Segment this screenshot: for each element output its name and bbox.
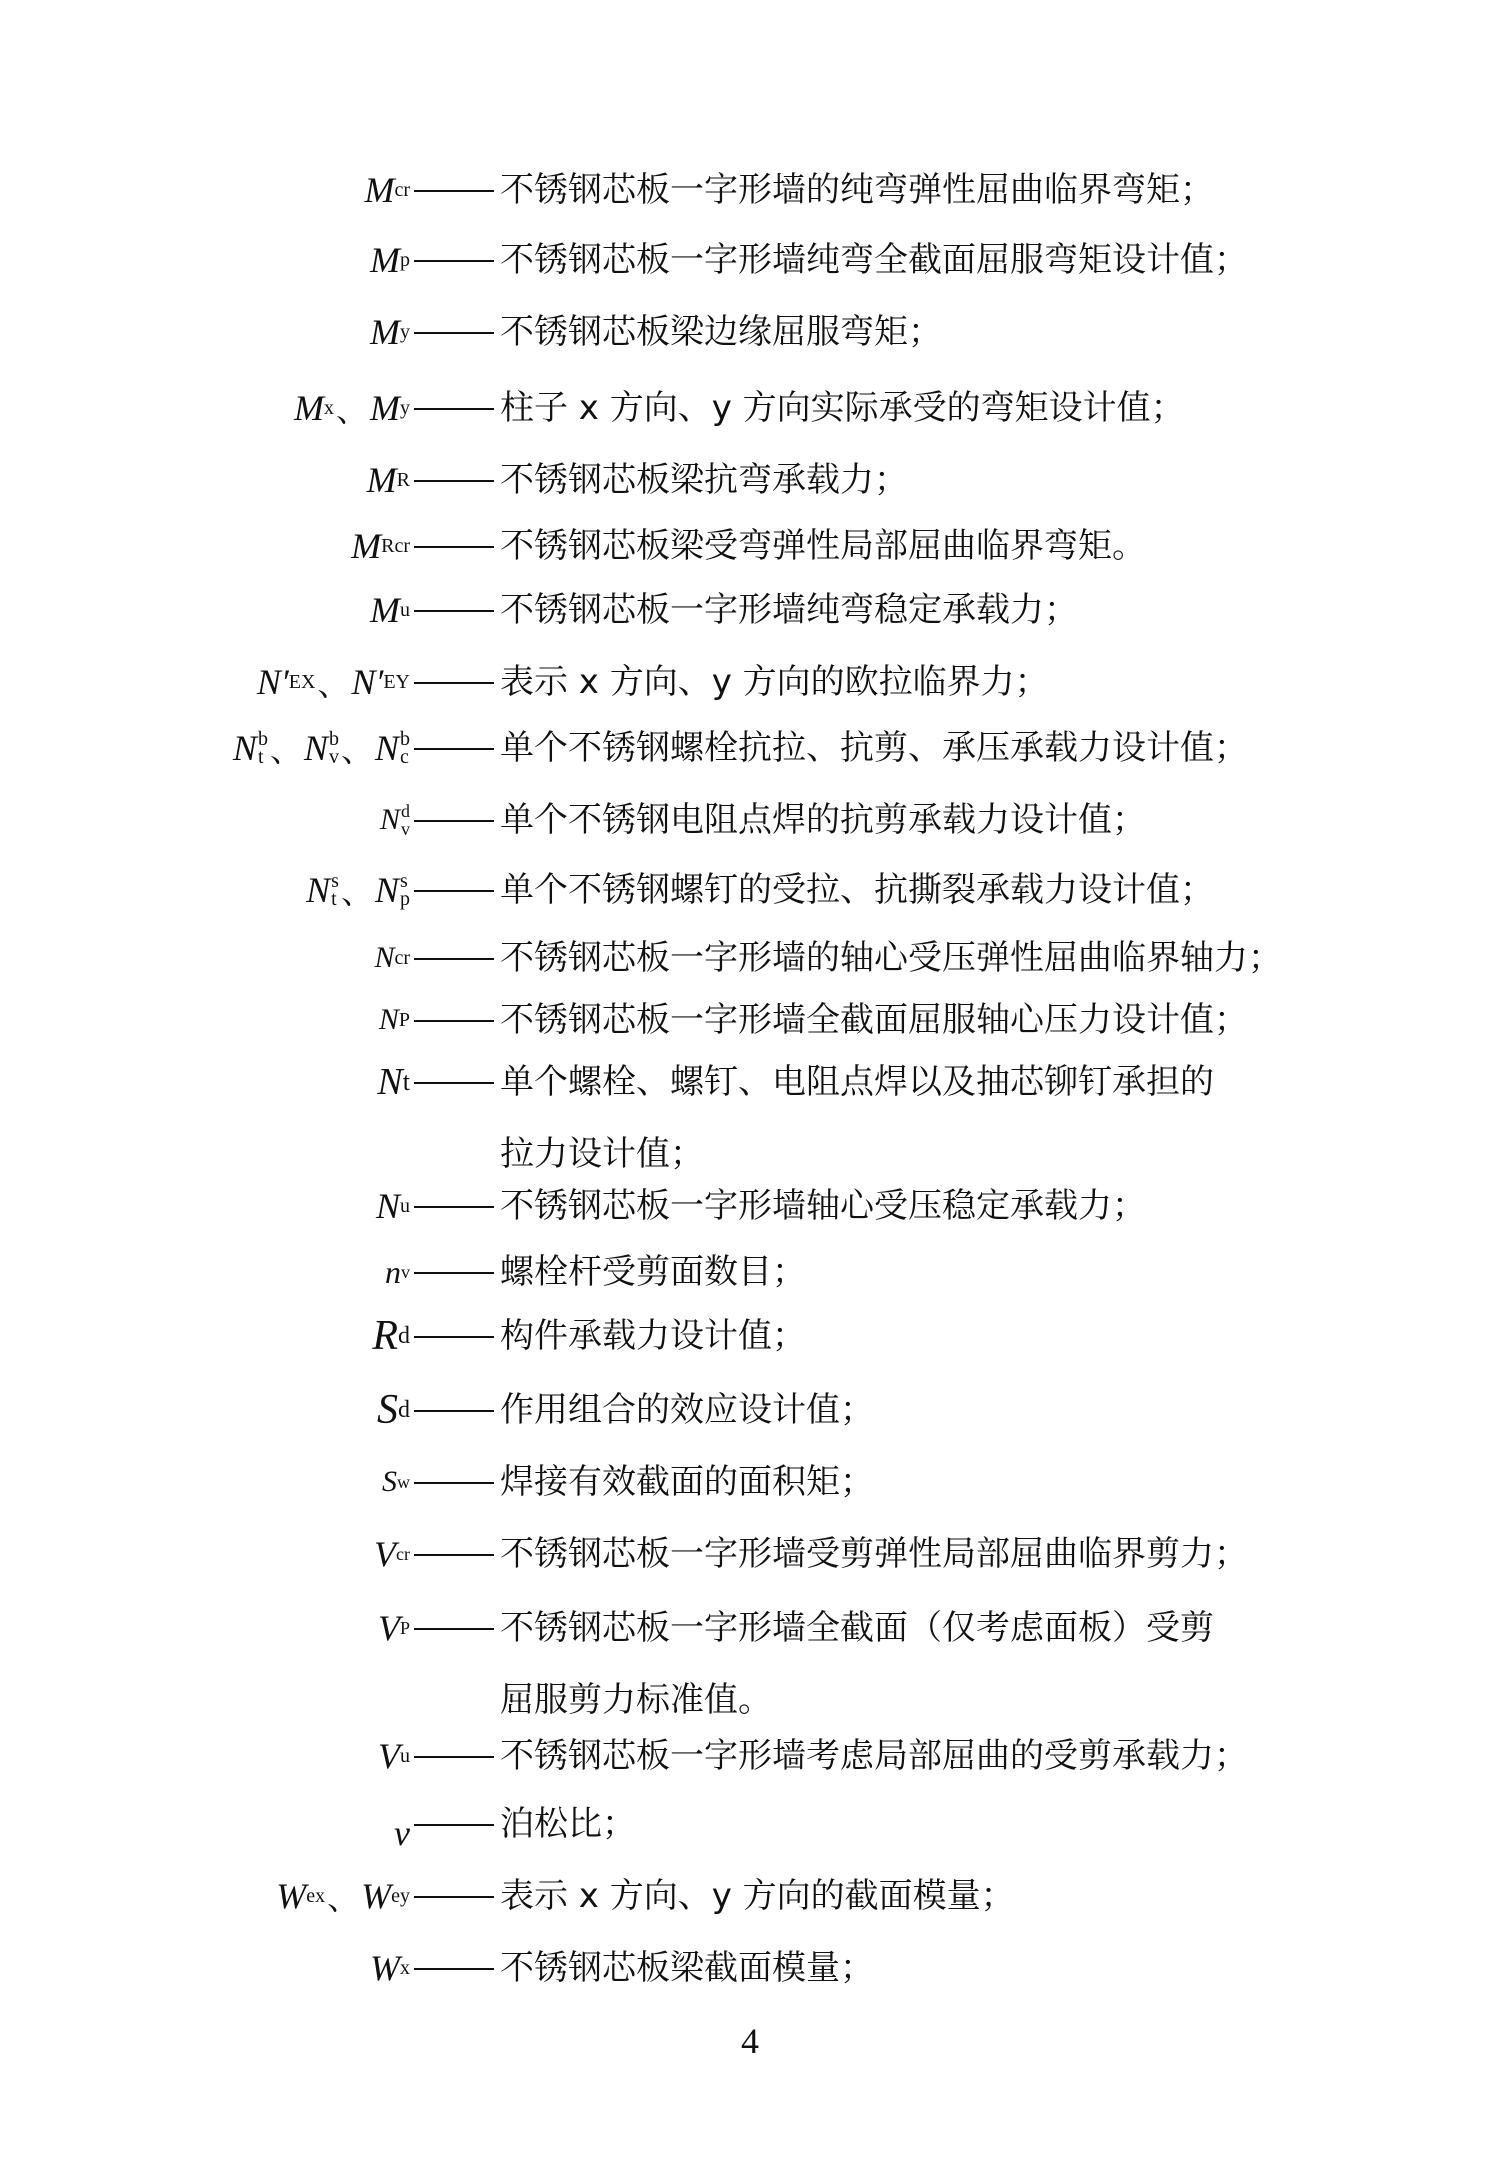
em-dash [414, 546, 494, 548]
symbol-entry [0, 1242, 1500, 1302]
symbol-description: 不锈钢芯板一字形墙纯弯稳定承载力； [500, 590, 1078, 630]
em-dash [414, 1554, 494, 1556]
em-dash [414, 1082, 494, 1084]
em-dash [414, 190, 494, 192]
em-dash [414, 1336, 494, 1338]
symbol-description: 泊松比； [500, 1804, 636, 1844]
symbol: M cr [364, 170, 410, 210]
symbol-entry [0, 302, 1500, 362]
symbol-description: 不锈钢芯板一字形墙轴心受压稳定承载力； [500, 1186, 1146, 1226]
symbol: S w [382, 1465, 410, 1498]
symbol: W x [370, 1948, 410, 1988]
symbol-entry [0, 1726, 1500, 1786]
symbol: N s t 、 N s p [306, 870, 410, 911]
symbol: ν [394, 1813, 410, 1853]
symbol: N d v [379, 801, 410, 839]
description-line: 拉力设计值； [500, 1134, 704, 1174]
symbol-entry [0, 1524, 1500, 1584]
symbol: M p [370, 240, 410, 280]
symbol: V cr [374, 1534, 410, 1574]
em-dash [414, 1410, 494, 1412]
em-dash [414, 1968, 494, 1970]
em-dash [414, 480, 494, 482]
em-dash [414, 1756, 494, 1758]
em-dash [414, 1628, 494, 1630]
symbol-description: 作用组合的效应设计值； [500, 1390, 874, 1430]
em-dash [414, 958, 494, 960]
em-dash [414, 260, 494, 262]
symbol-description: 不锈钢芯板梁抗弯承载力； [500, 460, 908, 500]
symbol-description: 不锈钢芯板梁截面模量； [500, 1948, 874, 1988]
symbol-entry [0, 378, 1500, 438]
symbol: M y [370, 312, 410, 352]
em-dash [414, 682, 494, 684]
symbol-entry [0, 160, 1500, 220]
symbol-description: 构件承载力设计值； [500, 1316, 806, 1356]
symbol: M Rcr [351, 526, 410, 566]
symbol-entry [0, 516, 1500, 576]
em-dash [414, 610, 494, 612]
symbol-description: 不锈钢芯板梁受弯弹性局部屈曲临界弯矩。 [500, 526, 1146, 566]
symbol-entry [0, 1306, 1500, 1366]
em-dash [414, 1020, 494, 1022]
symbol-entry [0, 1938, 1500, 1998]
symbol-description [500, 1052, 1350, 1184]
em-dash [414, 408, 494, 410]
symbol: V u [378, 1736, 410, 1776]
symbol: n v [385, 1253, 410, 1290]
symbol: S d [377, 1387, 410, 1433]
symbol-description: 单个不锈钢螺栓抗拉、抗剪、承压承载力设计值； [500, 728, 1248, 768]
symbol-entry [0, 1176, 1500, 1236]
description-line: 屈服剪力标准值。 [500, 1680, 772, 1720]
em-dash [414, 748, 494, 750]
em-dash [414, 820, 494, 822]
symbol: W ex 、 W ey [276, 1876, 410, 1917]
symbol-entry [0, 450, 1500, 510]
symbol-description: 不锈钢芯板一字形墙考虑局部屈曲的受剪承载力； [500, 1736, 1248, 1776]
symbol-entry [0, 928, 1500, 988]
symbol-description [500, 1598, 1350, 1730]
symbol: N′ EX 、 N′ EY [256, 662, 410, 703]
symbol-description: 不锈钢芯板一字形墙的纯弯弹性屈曲临界弯矩； [500, 170, 1214, 210]
em-dash [414, 1824, 494, 1826]
em-dash [414, 1272, 494, 1274]
em-dash [414, 1482, 494, 1484]
symbol-description: 不锈钢芯板一字形墙纯弯全截面屈服弯矩设计值； [500, 240, 1248, 280]
symbol-entry [0, 230, 1500, 290]
symbol: R d [372, 1313, 410, 1359]
symbol: N P [378, 1003, 410, 1036]
page-number: 4 [741, 2021, 759, 2061]
symbol: N t [377, 1061, 410, 1103]
symbol: N u [375, 1186, 410, 1226]
symbol-entry [0, 1452, 1500, 1512]
em-dash [414, 1896, 494, 1898]
em-dash [414, 1206, 494, 1208]
symbol: V P [377, 1608, 410, 1648]
description-line: 单个螺栓、螺钉、电阻点焊以及抽芯铆钉承担的 [500, 1062, 1214, 1102]
symbol-entry [0, 1052, 1500, 1184]
symbol-entry [0, 1598, 1500, 1730]
symbol-description: 单个不锈钢电阻点焊的抗剪承载力设计值； [500, 800, 1146, 840]
em-dash [414, 890, 494, 892]
symbol-entry [0, 790, 1500, 850]
symbol-description: 不锈钢芯板一字形墙受剪弹性局部屈曲临界剪力； [500, 1534, 1248, 1574]
symbol-entry [0, 580, 1500, 640]
symbol: N cr [374, 941, 410, 974]
symbol-description: 焊接有效截面的面积矩； [500, 1462, 874, 1502]
symbol-description: 表示 x 方向、y 方向的截面模量； [500, 1876, 1015, 1916]
symbol-description: 柱子 x 方向、y 方向实际承受的弯矩设计值； [500, 388, 1185, 428]
symbol-entry [0, 1380, 1500, 1440]
symbol-entry [0, 990, 1500, 1050]
description-line: 不锈钢芯板一字形墙全截面（仅考虑面板）受剪 [500, 1608, 1214, 1648]
symbol-entry [0, 1794, 1500, 1854]
symbol-description: 单个不锈钢螺钉的受拉、抗撕裂承载力设计值； [500, 870, 1214, 910]
symbol-description: 不锈钢芯板一字形墙全截面屈服轴心压力设计值； [500, 1000, 1248, 1040]
symbol-entry [0, 1866, 1500, 1926]
symbol-description: 不锈钢芯板梁边缘屈服弯矩； [500, 312, 942, 352]
symbol-description: 表示 x 方向、y 方向的欧拉临界力； [500, 662, 1049, 702]
em-dash [414, 332, 494, 334]
symbol-description: 不锈钢芯板一字形墙的轴心受压弹性屈曲临界轴力； [500, 938, 1282, 978]
symbol-entry [0, 860, 1500, 920]
symbol: N b t 、 N b v 、 N b c [232, 728, 410, 769]
symbol: M R [366, 460, 410, 500]
symbol: M u [370, 590, 410, 630]
symbol-entry [0, 652, 1500, 712]
symbol-description: 螺栓杆受剪面数目； [500, 1252, 806, 1292]
symbol: M x 、 M y [293, 388, 410, 429]
symbol-entry [0, 718, 1500, 778]
